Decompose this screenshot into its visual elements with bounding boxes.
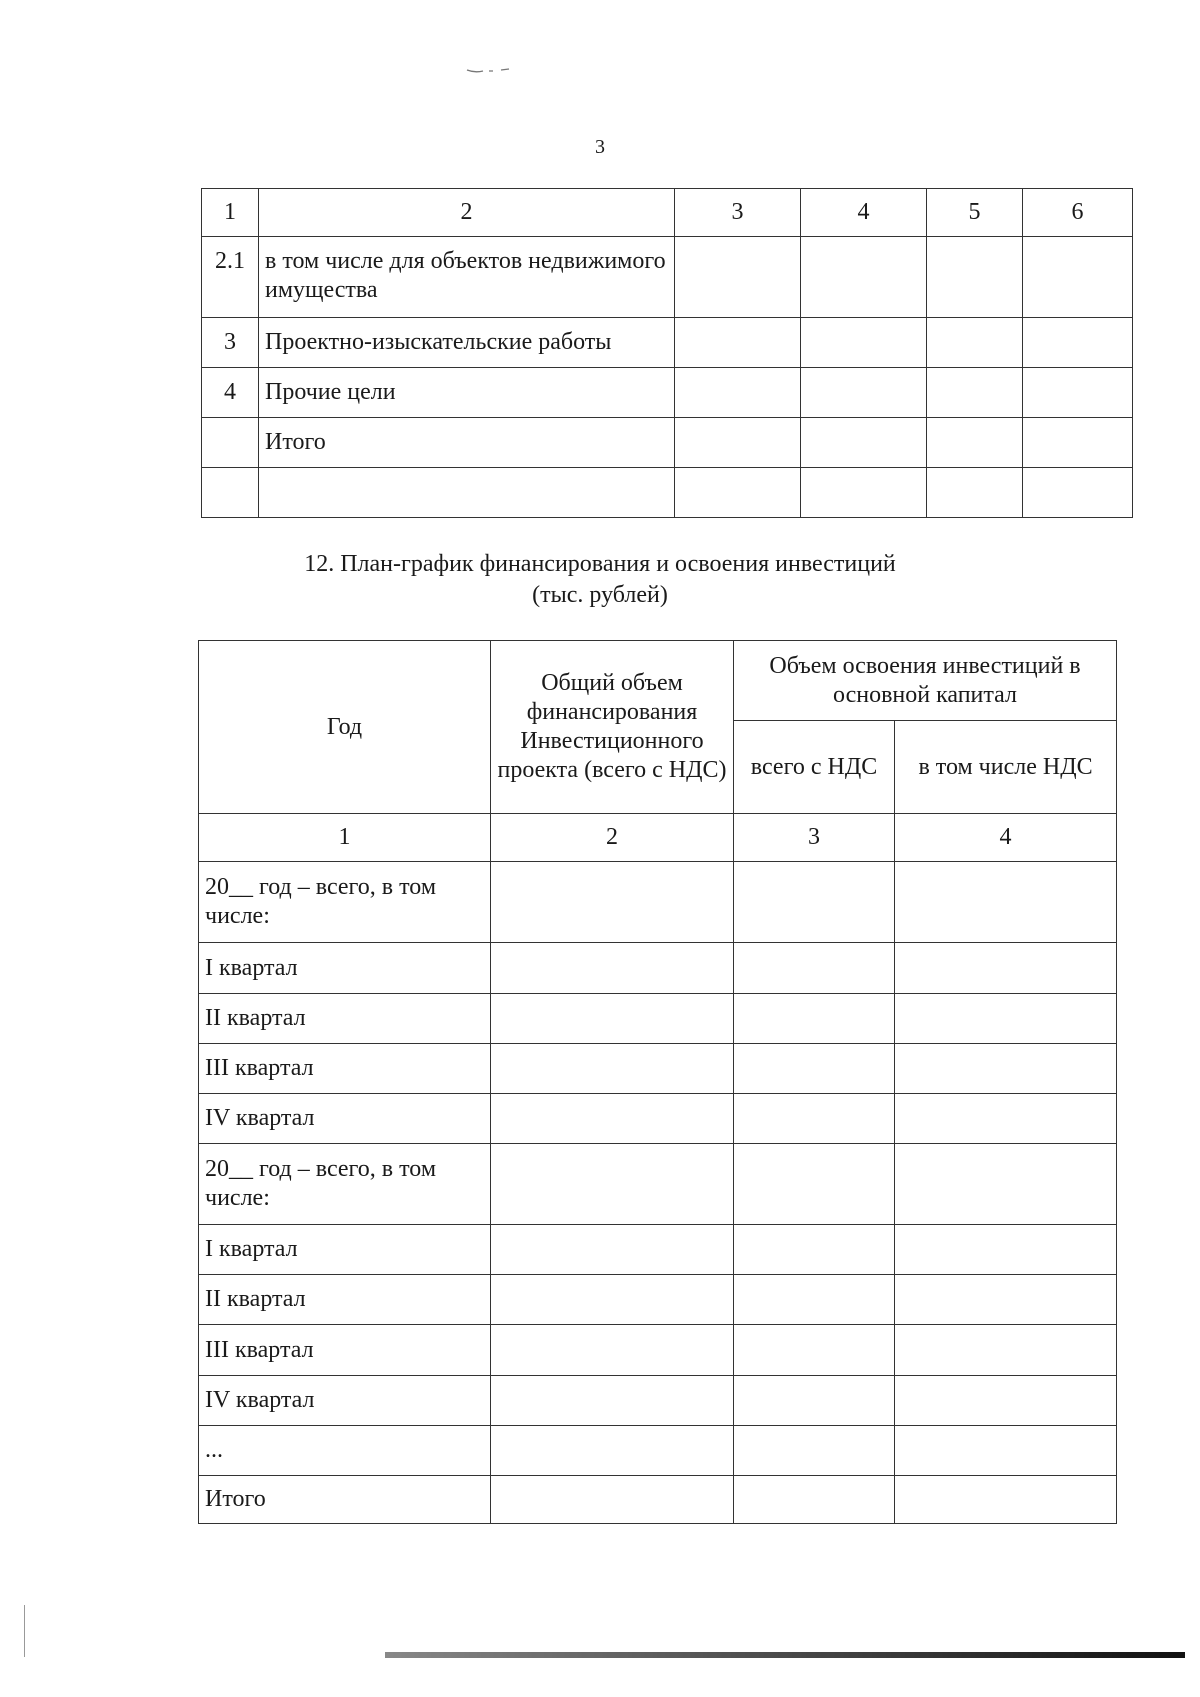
- table-cell: [895, 1275, 1117, 1325]
- table-cell: [734, 1325, 895, 1376]
- table-cell: [734, 1275, 895, 1325]
- row-number: [202, 418, 259, 468]
- column-number: 5: [927, 189, 1023, 237]
- row-label: 20__ год – всего, в том числе:: [199, 862, 491, 943]
- year-column-header: Год: [199, 641, 491, 814]
- table-row: [199, 1376, 1117, 1426]
- table-row: [199, 943, 1117, 994]
- row-number: [202, 468, 259, 518]
- table-row: [202, 468, 1133, 518]
- continued-table: [201, 188, 1133, 518]
- table-row: [202, 318, 1133, 368]
- page-number: 3: [595, 136, 605, 158]
- table-cell: [734, 1094, 895, 1144]
- table-cell: [734, 862, 895, 943]
- table-cell: [1023, 237, 1133, 318]
- table-cell: [734, 1426, 895, 1476]
- table-cell: [927, 237, 1023, 318]
- row-label: II квартал: [199, 1275, 491, 1325]
- row-label: ...: [199, 1426, 491, 1476]
- table-row: [199, 1144, 1117, 1225]
- table-cell: [734, 1044, 895, 1094]
- row-label: I квартал: [199, 943, 491, 994]
- table-cell: [801, 468, 927, 518]
- table-cell: [734, 1144, 895, 1225]
- row-label: II квартал: [199, 994, 491, 1044]
- column-numbers-row: [199, 814, 1117, 862]
- table-cell: [927, 318, 1023, 368]
- table-cell: [491, 1044, 734, 1094]
- table-header-row: [202, 189, 1133, 237]
- row-label: Итого: [199, 1476, 491, 1524]
- column-number: 6: [1023, 189, 1133, 237]
- table-cell: [927, 468, 1023, 518]
- table-cell: [801, 237, 927, 318]
- table-cell: [895, 943, 1117, 994]
- table-cell: [734, 994, 895, 1044]
- row-label: IV квартал: [199, 1094, 491, 1144]
- row-number: 4: [202, 368, 259, 418]
- table-cell: [675, 237, 801, 318]
- section-subtitle: (тыс. рублей): [532, 582, 668, 608]
- table-cell: [927, 368, 1023, 418]
- table-cell: [895, 1044, 1117, 1094]
- financing-schedule-table: [198, 640, 1117, 1524]
- table-row: [202, 418, 1133, 468]
- scan-artifact: [465, 64, 515, 76]
- row-label: [259, 468, 675, 518]
- table-cell: [491, 1275, 734, 1325]
- table-row: [199, 994, 1117, 1044]
- table-cell: [675, 318, 801, 368]
- column-number: 3: [734, 814, 895, 862]
- table-cell: [895, 1325, 1117, 1376]
- table-header-row: [199, 641, 1117, 721]
- table-cell: [1023, 318, 1133, 368]
- table-cell: [895, 1144, 1117, 1225]
- table-cell: [1023, 468, 1133, 518]
- column-number: 2: [491, 814, 734, 862]
- table-cell: [491, 1325, 734, 1376]
- table-cell: [491, 862, 734, 943]
- column-number: 1: [202, 189, 259, 237]
- row-label: Прочие цели: [259, 368, 675, 418]
- total-with-vat-column-header: всего с НДС: [734, 721, 895, 814]
- total-financing-column-header: Общий объем финансирования Инвестиционного проекта (всего с НДС): [491, 641, 734, 814]
- scan-footer-line: [385, 1652, 1185, 1658]
- section-title: 12. План-график финансирования и освоения инвестиций: [304, 551, 896, 577]
- table-cell: [491, 1476, 734, 1524]
- table-cell: [895, 1376, 1117, 1426]
- table-cell: [491, 1144, 734, 1225]
- column-number: 4: [895, 814, 1117, 862]
- table-row: [199, 1094, 1117, 1144]
- table-cell: [895, 862, 1117, 943]
- table-cell: [895, 1094, 1117, 1144]
- table-cell: [734, 1376, 895, 1426]
- row-label: I квартал: [199, 1225, 491, 1275]
- table-cell: [491, 1225, 734, 1275]
- table-cell: [734, 943, 895, 994]
- table-row: [202, 368, 1133, 418]
- column-number: 4: [801, 189, 927, 237]
- table-cell: [927, 418, 1023, 468]
- table-cell: [491, 1426, 734, 1476]
- table-row: [199, 862, 1117, 943]
- table-row: [199, 1275, 1117, 1325]
- table-cell: [1023, 418, 1133, 468]
- table-cell: [801, 318, 927, 368]
- table-cell: [895, 1426, 1117, 1476]
- table-cell: [801, 368, 927, 418]
- table-cell: [1023, 368, 1133, 418]
- table-cell: [734, 1476, 895, 1524]
- table-cell: [734, 1225, 895, 1275]
- column-number: 2: [259, 189, 675, 237]
- table-row: [202, 237, 1133, 318]
- scan-margin-line: [24, 1605, 25, 1657]
- table-row: [199, 1426, 1117, 1476]
- including-vat-column-header: в том числе НДС: [895, 721, 1117, 814]
- table-cell: [491, 1094, 734, 1144]
- column-number: 3: [675, 189, 801, 237]
- table-cell: [491, 994, 734, 1044]
- row-label: в том числе для объектов недвижимого имущества: [259, 237, 675, 318]
- table-cell: [491, 943, 734, 994]
- table-cell: [675, 368, 801, 418]
- table-cell: [675, 418, 801, 468]
- table-row: [199, 1325, 1117, 1376]
- table-cell: [675, 468, 801, 518]
- table-cell: [895, 1476, 1117, 1524]
- section-heading: [0, 549, 1200, 611]
- table-cell: [801, 418, 927, 468]
- table-row: [199, 1225, 1117, 1275]
- column-number: 1: [199, 814, 491, 862]
- row-label: 20__ год – всего, в том числе:: [199, 1144, 491, 1225]
- table-row: [199, 1476, 1117, 1524]
- table-cell: [491, 1376, 734, 1426]
- row-label: III квартал: [199, 1044, 491, 1094]
- investment-volume-column-header: Объем освоения инвестиций в основной капитал: [734, 641, 1117, 721]
- row-label: IV квартал: [199, 1376, 491, 1426]
- row-label: Итого: [259, 418, 675, 468]
- row-number: 3: [202, 318, 259, 368]
- table-row: [199, 1044, 1117, 1094]
- table-cell: [895, 1225, 1117, 1275]
- row-label: III квартал: [199, 1325, 491, 1376]
- row-number: 2.1: [202, 237, 259, 318]
- row-label: Проектно-изыскательские работы: [259, 318, 675, 368]
- table-cell: [895, 994, 1117, 1044]
